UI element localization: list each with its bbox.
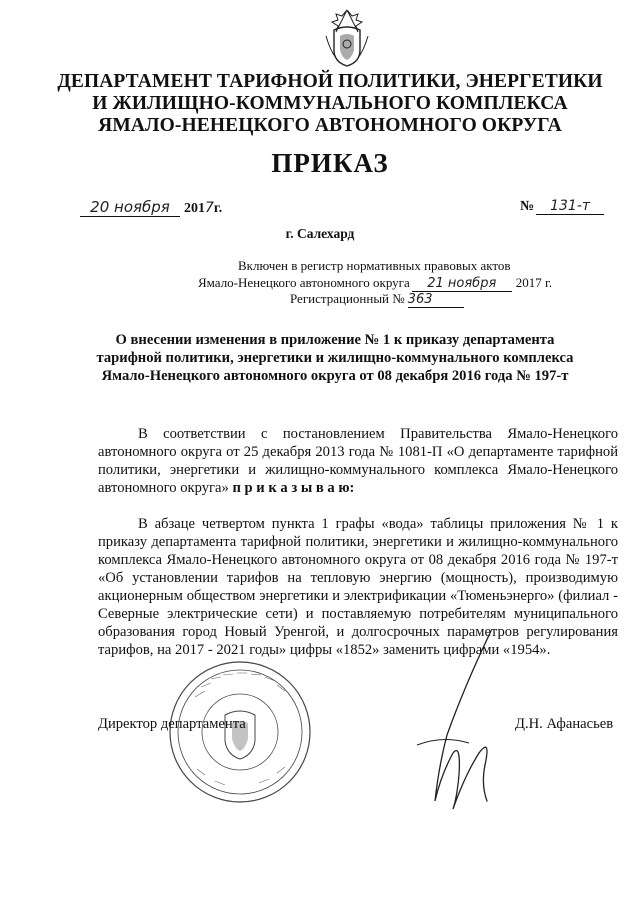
registry-line-2 [198, 275, 552, 292]
title-line-1: О внесении изменения в приложение № 1 к приказу департамента [115, 332, 555, 348]
order-number [520, 198, 604, 215]
order-date [80, 198, 222, 217]
document-type-heading: ПРИКАЗ [271, 148, 389, 178]
preamble-directive: п р и к а з ы в а ю [232, 480, 350, 496]
order-number-label: № [520, 199, 535, 214]
city: г. Салехард [285, 226, 355, 241]
order-year-handwritten: 7 [205, 200, 214, 216]
registry-line-1: Включен в регистр нормативных правовых актов [238, 258, 511, 273]
order-year-prefix: 201 [184, 201, 205, 216]
order-date-handwritten: 20 ноября [80, 198, 180, 217]
registry-number-label: Регистрационный № [290, 291, 405, 306]
handwritten-signature-icon [395, 625, 505, 815]
signatory-name: Д.Н. Афанасьев [515, 716, 614, 732]
registry-year: 2017 г. [515, 275, 553, 290]
preamble-text: В соответствии с постановлением Правительства Ямало-Ненецкого автономного округа от 25 декабря 2013 года № 1081-П «О департаменте тарифной политики, энергетики и жилищно-коммунального комплекса Ямало-Ненецкого автономного округа» [98, 426, 618, 496]
department-name-line-3: ЯМАЛО-НЕНЕЦКОГО АВТОНОМНОГО ОКРУГА [98, 115, 562, 136]
order-year-suffix: г. [213, 201, 223, 216]
coat-of-arms-icon [322, 6, 372, 70]
title-line-2: тарифной политики, энергетики и жилищно-коммунального комплекса [96, 350, 574, 366]
registry-region: Ямало-Ненецкого автономного округа [198, 275, 410, 290]
document-title [80, 331, 590, 385]
title-line-3: Ямало-Ненецкого автономного округа от 08 декабря 2016 года № 197-т [101, 368, 569, 384]
preamble-colon: : [349, 480, 355, 496]
registry-date-handwritten: 21 ноября [412, 276, 512, 292]
department-name-line-2: И ЖИЛИЩНО-КОММУНАЛЬНОГО КОМПЛЕКСА [92, 93, 568, 114]
signatory-position: Директор департамента [98, 716, 246, 732]
registry-number-handwritten: 363 [408, 292, 464, 308]
paragraph-preamble [98, 425, 618, 497]
order-number-handwritten: 131-т [536, 198, 604, 215]
paragraph-amendment: В абзаце четвертом пункта 1 графы «вода» таблицы приложения № 1 к приказу департамента тарифной политики, энергетики и жилищно-коммунального комплекса Ямало-Ненецкого автономного округа от 08 декабря 2016 года № 197-т «Об установлении тарифов на тепловую энергию (мощность), производимую акционерным обществом энергетики и электрификации «Тюменьэнерго» (филиал - Северные электрические сети) и поставляемую потребителям муниципального образования город Новый Уренгой, и долгосрочных параметров регулирования тарифов, на 2017 - 2021 годы» цифры «1852» заменить цифрами «1954». [98, 516, 618, 658]
department-name-line-1: ДЕПАРТАМЕНТ ТАРИФНОЙ ПОЛИТИКИ, ЭНЕРГЕТИКИ [57, 71, 603, 92]
registry-line-3 [290, 291, 464, 308]
